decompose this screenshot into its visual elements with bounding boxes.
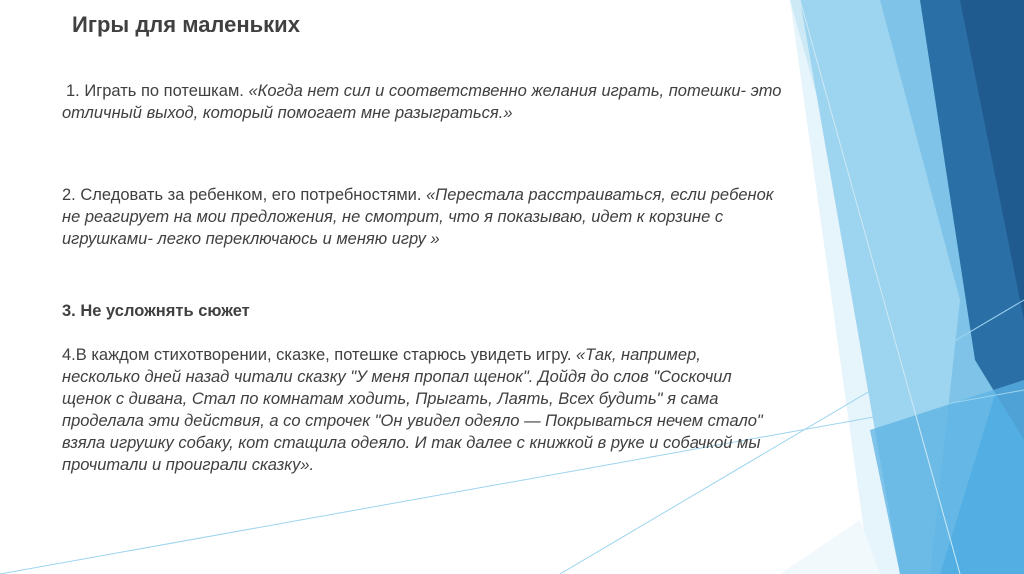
- item-1-quote: «Когда нет сил и соответственно желания играть, потешки- это отличный выход, который помогает мне разыграться.»: [62, 82, 782, 122]
- item-4-lead: 4.В каждом стихотворении, сказке, потешке старюсь увидеть игру.: [62, 346, 576, 364]
- item-1-lead: 1. Играть по потешкам.: [66, 82, 249, 100]
- item-2-lead: 2. Следовать за ребенком, его потребностями.: [62, 186, 427, 204]
- item-2: [62, 184, 782, 250]
- slide-title: Игры для маленьких: [72, 12, 300, 37]
- item-3-lead: 3. Не усложнять сюжет: [62, 302, 250, 320]
- item-1: [62, 80, 782, 124]
- item-2-quote: «Перестала расстраиваться, если ребенок не реагирует на мои предложения, не смотрит, что я показываю, идет к корзине с игрушками- легко переключаюсь и меняю игру »: [62, 186, 774, 248]
- item-4-quote: «Так, например, несколько дней назад читали сказку "У меня пропал щенок". Дойдя до слов "Соскочил щенок с дивана, Стал по комнатам ходить, Прыгать, Лаять, Всех будить" я сама проделала эти действия, а со строчек "Он увидел одеяло — Покрываться нечем стало" взяла игрушку собаку, кот стащила одеяло. И так далее с книжкой в руке и собачкой мы прочитали и проиграли сказку».: [62, 346, 763, 474]
- item-3: [62, 300, 782, 322]
- item-4: [62, 344, 782, 476]
